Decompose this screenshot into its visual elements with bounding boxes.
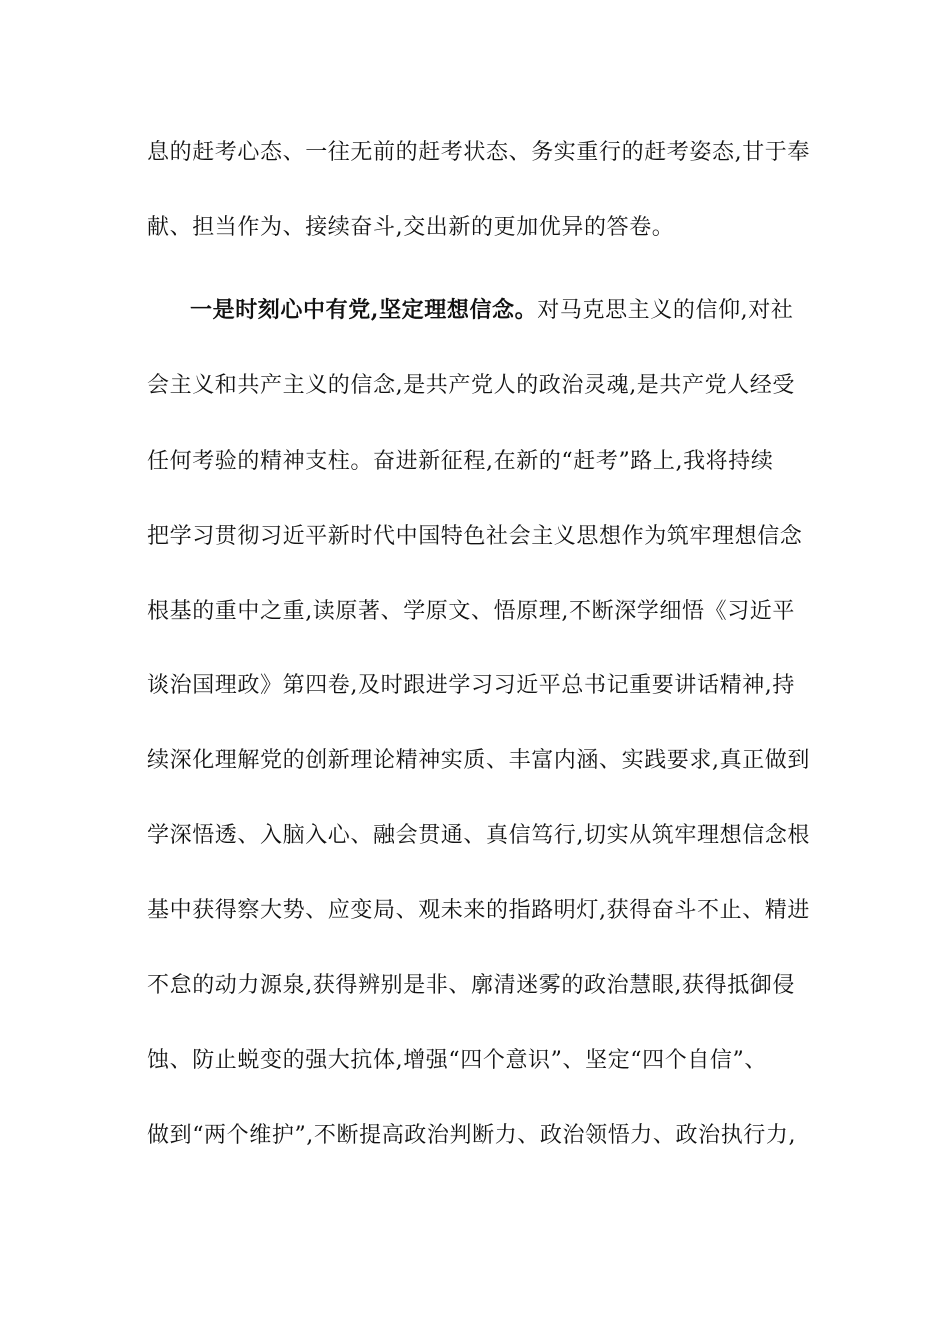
section-heading: 一是时刻心中有党,坚定理想信念。 <box>190 297 538 323</box>
paragraph-line: 任何考验的精神支柱。奋进新征程,在新的“赶考”路上,我将持续 <box>147 449 774 474</box>
paragraph-line: 续深化理解党的创新理论精神实质、丰富内涵、实践要求,真正做到 <box>147 748 810 773</box>
section-intro-text: 对马克思主义的信仰,对社 <box>537 298 794 323</box>
section-first-line <box>190 296 793 325</box>
paragraph-line: 不怠的动力源泉,获得辨别是非、廓清迷雾的政治慧眼,获得抵御侵 <box>147 973 795 998</box>
paragraph-line: 基中获得察大势、应变局、观未来的指路明灯,获得奋斗不止、精进 <box>147 898 810 923</box>
paragraph-line: 学深悟透、入脑入心、融会贯通、真信笃行,切实从筑牢理想信念根 <box>147 823 810 848</box>
paragraph-line: 息的赶考心态、一往无前的赶考状态、务实重行的赶考姿态,甘于奉 <box>147 140 810 165</box>
paragraph-line: 根基的重中之重,读原著、学原文、悟原理,不断深学细悟《习近平 <box>147 599 795 624</box>
paragraph-line: 做到“两个维护”,不断提高政治判断力、政治领悟力、政治执行力, <box>147 1123 797 1148</box>
paragraph-line: 会主义和共产主义的信念,是共产党人的政治灵魂,是共产党人经受 <box>147 373 795 398</box>
paragraph-line: 蚀、防止蜕变的强大抗体,增强“四个意识”、坚定“四个自信”、 <box>147 1048 767 1073</box>
paragraph-line: 谈治国理政》第四卷,及时跟进学习习近平总书记重要讲话精神,持 <box>147 673 795 698</box>
paragraph-line: 把学习贯彻习近平新时代中国特色社会主义思想作为筑牢理想信念 <box>147 524 803 549</box>
paragraph-line: 献、担当作为、接续奋斗,交出新的更加优异的答卷。 <box>147 215 675 240</box>
